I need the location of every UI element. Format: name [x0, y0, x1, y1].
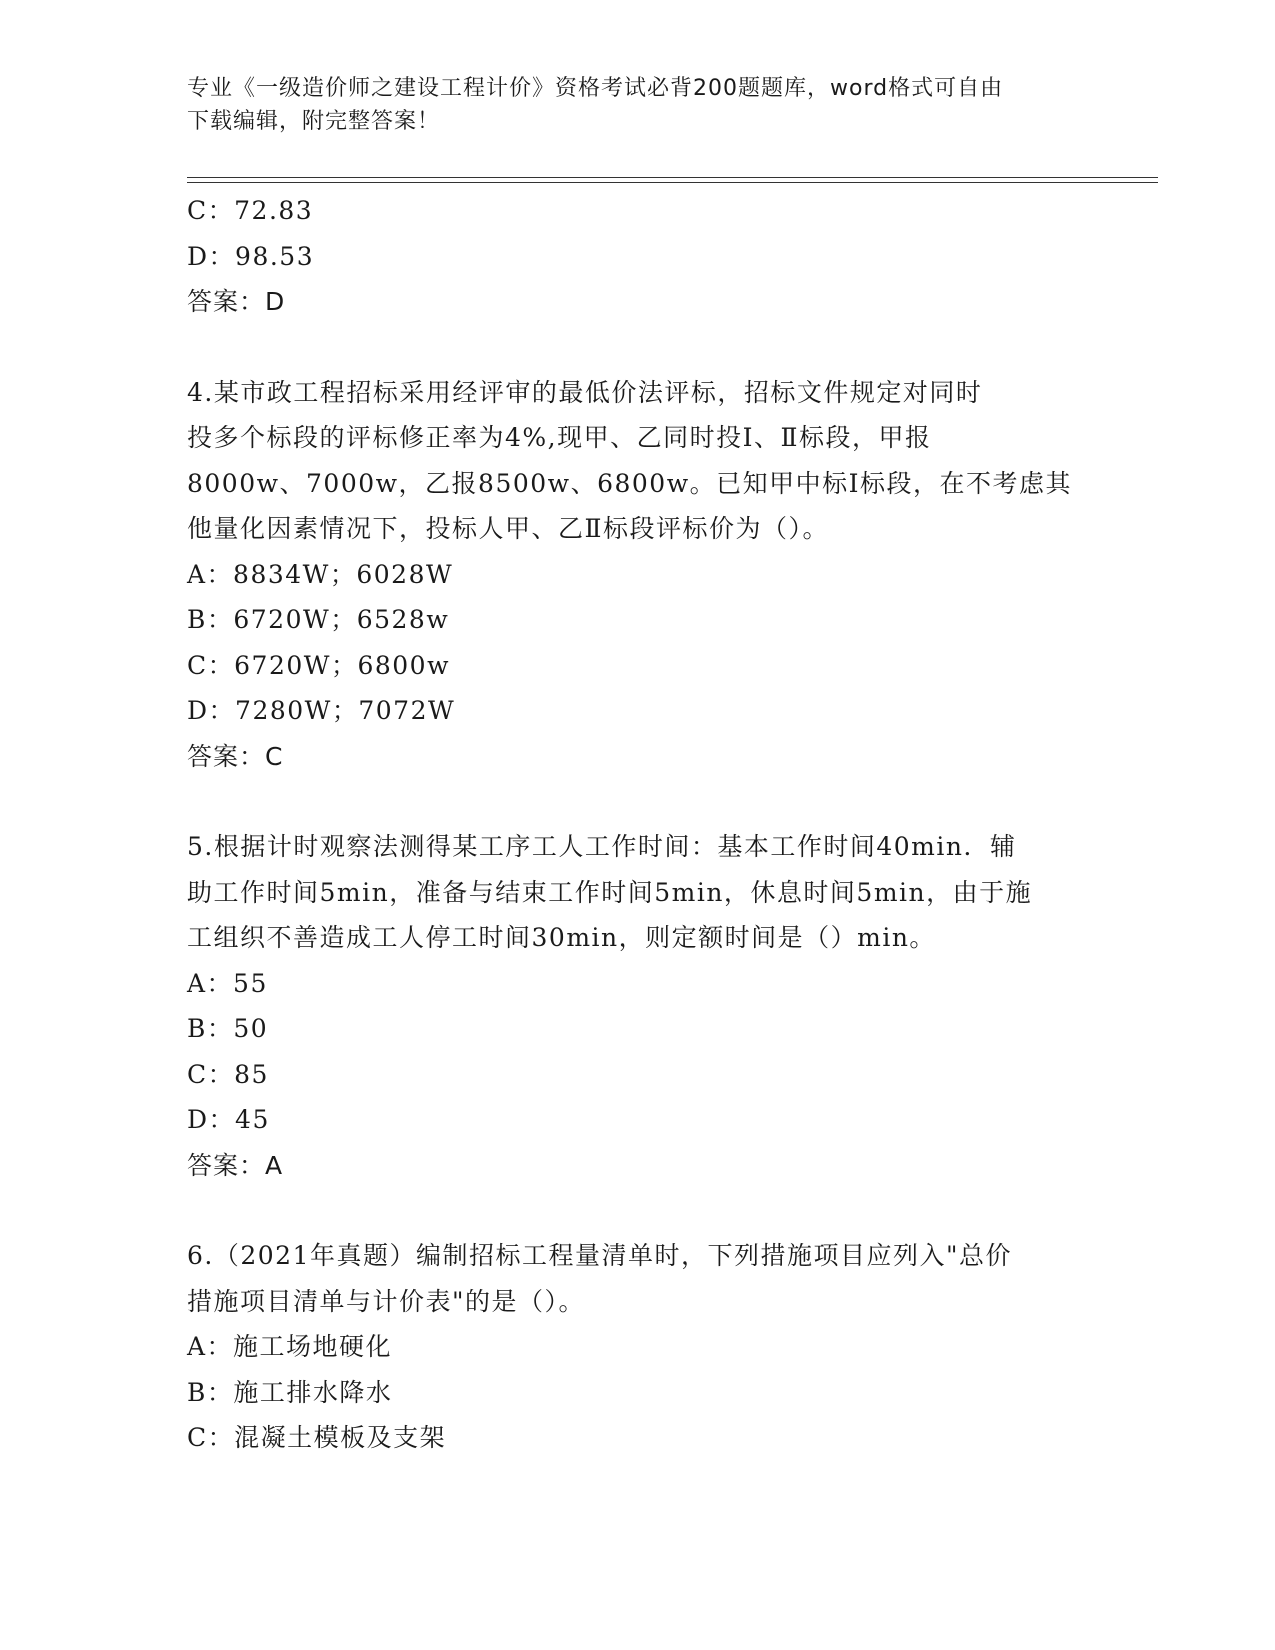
option-a: A：55: [187, 968, 268, 998]
option-a: A：8834W；6028W: [187, 559, 454, 589]
option-b: B：50: [187, 1014, 269, 1043]
option-d: D：98.53: [187, 241, 315, 271]
header-line-1: 专业《一级造价师之建设工程计价》资格考试必背200题题库，word格式可自由: [187, 76, 1004, 101]
spacer: [187, 779, 1087, 824]
answer-line: 答案：D: [187, 287, 286, 316]
header-divider-bottom: [187, 182, 1158, 183]
spacer: [187, 325, 1087, 370]
spacer: [187, 1188, 1087, 1233]
answer-line: 答案：A: [187, 1150, 284, 1180]
question-5: [187, 824, 1087, 1188]
option-c: C：72.83: [187, 196, 314, 225]
question-text-line: 投多个标段的评标修正率为4%,现甲、乙同时投Ⅰ、Ⅱ标段，甲报: [187, 423, 932, 452]
question-text-line: 6.（2021年真题）编制招标工程量清单时，下列措施项目应列入"总价: [187, 1241, 1012, 1270]
option-c: C：混凝土模板及支架: [187, 1423, 447, 1452]
question-4: [187, 370, 1087, 780]
option-d: D：7280W；7072W: [187, 696, 456, 725]
option-a: A：施工场地硬化: [187, 1332, 393, 1361]
option-c: C：85: [187, 1059, 269, 1089]
answer-line: 答案：C: [187, 741, 284, 771]
document-body: [187, 188, 1087, 1461]
header-line-2: 下载编辑，附完整答案！: [187, 109, 441, 134]
document-header: [187, 72, 1087, 138]
question-text-line: 4.某市政工程招标采用经评审的最低价法评标，招标文件规定对同时: [187, 377, 983, 407]
header-divider-top: [187, 177, 1158, 178]
question-text-line: 工组织不善造成工人停工时间30min，则定额时间是（）min。: [187, 923, 936, 952]
question-text-line: 8000w、7000w，乙报8500w、6800w。已知甲中标Ⅰ标段，在不考虑其: [187, 468, 1072, 498]
question-text-line: 5.根据计时观察法测得某工序工人工作时间：基本工作时间40min．辅: [187, 832, 1017, 861]
question-text-line: 措施项目清单与计价表"的是（）。: [187, 1286, 586, 1316]
option-b: B：施工排水降水: [187, 1377, 393, 1407]
option-d: D：45: [187, 1105, 270, 1134]
question-6: [187, 1233, 1087, 1461]
question-3-tail: [187, 188, 1087, 325]
question-text-line: 助工作时间5min，准备与结束工作时间5min，休息时间5min，由于施: [187, 877, 1033, 907]
question-text-line: 他量化因素情况下，投标人甲、乙Ⅱ标段评标价为（）。: [187, 514, 829, 543]
option-b: B：6720W；6528w: [187, 605, 450, 634]
option-c: C：6720W；6800w: [187, 650, 450, 680]
